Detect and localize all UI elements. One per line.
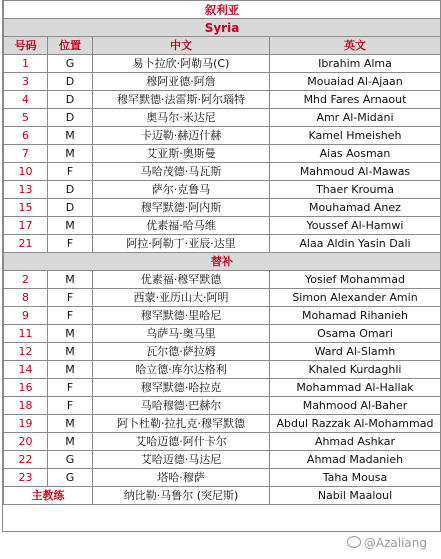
table-row xyxy=(4,199,441,217)
player-english-name: Aias Aosman xyxy=(270,145,441,163)
table-row xyxy=(4,271,441,289)
player-number: 13 xyxy=(4,181,48,199)
player-chinese-name: 优素福·穆罕默德 xyxy=(93,271,270,289)
player-number: 12 xyxy=(4,343,48,361)
player-number: 8 xyxy=(4,289,48,307)
player-number: 11 xyxy=(4,325,48,343)
player-position: M xyxy=(48,433,93,451)
table-row xyxy=(4,325,441,343)
header-position: 位置 xyxy=(48,37,93,55)
player-english-name: Ibrahim Alma xyxy=(270,55,441,73)
player-number: 6 xyxy=(4,127,48,145)
roster-body xyxy=(4,1,441,505)
player-chinese-name: 穆罕默德·法雷斯·阿尔瑙特 xyxy=(93,91,270,109)
player-chinese-name: 艾哈迈德·阿什卡尔 xyxy=(93,433,270,451)
player-chinese-name: 塔哈·穆萨 xyxy=(93,469,270,487)
player-position: F xyxy=(48,307,93,325)
player-english-name: Yosief Mohammad xyxy=(270,271,441,289)
player-chinese-name: 穆罕默德·阿内斯 xyxy=(93,199,270,217)
player-english-name: Mohammad Al-Hallak xyxy=(270,379,441,397)
player-chinese-name: 阿拉·阿勒丁·亚辰·达里 xyxy=(93,235,270,253)
coach-label: 主教练 xyxy=(4,487,93,505)
table-row xyxy=(4,73,441,91)
table-row xyxy=(4,235,441,253)
subs-label: 替补 xyxy=(4,253,441,271)
player-number: 23 xyxy=(4,469,48,487)
player-number: 20 xyxy=(4,433,48,451)
player-chinese-name: 马哈穆德·巴赫尔 xyxy=(93,397,270,415)
player-english-name: Mohamad Rihanieh xyxy=(270,307,441,325)
player-position: M xyxy=(48,271,93,289)
player-number: 3 xyxy=(4,73,48,91)
watermark xyxy=(347,536,427,550)
table-row xyxy=(4,397,441,415)
player-number: 4 xyxy=(4,91,48,109)
table-row xyxy=(4,145,441,163)
player-position: M xyxy=(48,361,93,379)
player-english-name: Alaa Aldin Yasin Dali xyxy=(270,235,441,253)
player-chinese-name: 奥马尔·米达尼 xyxy=(93,109,270,127)
player-english-name: Osama Omari xyxy=(270,325,441,343)
player-position: M xyxy=(48,325,93,343)
player-position: M xyxy=(48,145,93,163)
player-number: 5 xyxy=(4,109,48,127)
player-position: F xyxy=(48,235,93,253)
player-english-name: Ahmad Madanieh xyxy=(270,451,441,469)
weibo-icon xyxy=(347,536,361,548)
player-english-name: Ahmad Ashkar xyxy=(270,433,441,451)
watermark-text: @Azaliang xyxy=(363,536,427,550)
player-chinese-name: 哈立德·库尔达格利 xyxy=(93,361,270,379)
player-english-name: Taha Mousa xyxy=(270,469,441,487)
player-position: G xyxy=(48,469,93,487)
player-number: 2 xyxy=(4,271,48,289)
blank-area xyxy=(2,503,441,532)
player-chinese-name: 穆阿亚德·阿詹 xyxy=(93,73,270,91)
table-row xyxy=(4,55,441,73)
header-row xyxy=(4,37,441,55)
player-chinese-name: 西蒙·亚历山大·阿明 xyxy=(93,289,270,307)
team-name: Syria xyxy=(4,19,441,37)
table-row xyxy=(4,361,441,379)
player-english-name: Ward Al-Slamh xyxy=(270,343,441,361)
table-row xyxy=(4,181,441,199)
player-number: 19 xyxy=(4,415,48,433)
player-position: M xyxy=(48,415,93,433)
table-row xyxy=(4,163,441,181)
player-chinese-name: 穆罕默德·哈拉克 xyxy=(93,379,270,397)
player-position: M xyxy=(48,217,93,235)
player-number: 14 xyxy=(4,361,48,379)
player-number: 10 xyxy=(4,163,48,181)
player-chinese-name: 卡迈勒·赫迈什赫 xyxy=(93,127,270,145)
table-row xyxy=(4,289,441,307)
player-chinese-name: 乌萨马·奥马里 xyxy=(93,325,270,343)
player-english-name: Mouhamad Anez xyxy=(270,199,441,217)
player-english-name: Mahmoud Al-Mawas xyxy=(270,163,441,181)
player-position: M xyxy=(48,127,93,145)
player-chinese-name: 瓦尔德·萨拉姆 xyxy=(93,343,270,361)
table-row xyxy=(4,469,441,487)
player-position: D xyxy=(48,181,93,199)
header-number: 号码 xyxy=(4,37,48,55)
player-chinese-name: 易卜拉欣·阿勒马(C) xyxy=(93,55,270,73)
player-number: 21 xyxy=(4,235,48,253)
player-number: 7 xyxy=(4,145,48,163)
player-english-name: Mhd Fares Arnaout xyxy=(270,91,441,109)
table-row xyxy=(4,415,441,433)
player-position: D xyxy=(48,91,93,109)
table-row xyxy=(4,451,441,469)
player-position: D xyxy=(48,109,93,127)
coach-english-name: Nabil Maaloul xyxy=(270,487,441,505)
player-chinese-name: 艾哈迈德·马达尼 xyxy=(93,451,270,469)
table-row xyxy=(4,379,441,397)
player-number: 22 xyxy=(4,451,48,469)
subs-header-row xyxy=(4,253,441,271)
player-position: G xyxy=(48,451,93,469)
player-english-name: Khaled Kurdaghli xyxy=(270,361,441,379)
title-cell: 叙利亚 xyxy=(4,1,441,19)
player-english-name: Abdul Razzak Al-Mohammad xyxy=(270,415,441,433)
player-number: 9 xyxy=(4,307,48,325)
roster-table xyxy=(3,0,441,505)
player-position: F xyxy=(48,289,93,307)
coach-row xyxy=(4,487,441,505)
player-english-name: Mahmood Al-Baher xyxy=(270,397,441,415)
player-number: 17 xyxy=(4,217,48,235)
player-position: M xyxy=(48,343,93,361)
table-row xyxy=(4,127,441,145)
player-english-name: Kamel Hmeisheh xyxy=(270,127,441,145)
player-number: 15 xyxy=(4,199,48,217)
player-position: G xyxy=(48,55,93,73)
player-number: 1 xyxy=(4,55,48,73)
title-row xyxy=(4,1,441,19)
player-number: 18 xyxy=(4,397,48,415)
player-chinese-name: 马哈茂德·马瓦斯 xyxy=(93,163,270,181)
header-chinese-name: 中文 xyxy=(93,37,270,55)
player-english-name: Amr Al-Midani xyxy=(270,109,441,127)
table-row xyxy=(4,433,441,451)
player-chinese-name: 艾亚斯·奥斯曼 xyxy=(93,145,270,163)
table-row xyxy=(4,217,441,235)
player-chinese-name: 优素福·哈马维 xyxy=(93,217,270,235)
player-position: F xyxy=(48,397,93,415)
player-english-name: Mouaiad Al-Ajaan xyxy=(270,73,441,91)
coach-chinese-name: 纳比勒·马鲁尔 (突尼斯) xyxy=(93,487,270,505)
roster-sheet xyxy=(2,0,441,505)
player-position: D xyxy=(48,199,93,217)
table-row xyxy=(4,307,441,325)
player-number: 16 xyxy=(4,379,48,397)
player-chinese-name: 萨尔·克鲁马 xyxy=(93,181,270,199)
team-row xyxy=(4,19,441,37)
player-position: D xyxy=(48,73,93,91)
table-row xyxy=(4,109,441,127)
player-english-name: Simon Alexander Amin xyxy=(270,289,441,307)
player-position: F xyxy=(48,163,93,181)
table-row xyxy=(4,91,441,109)
table-row xyxy=(4,343,441,361)
player-chinese-name: 穆罕默德·里哈尼 xyxy=(93,307,270,325)
player-english-name: Youssef Al-Hamwi xyxy=(270,217,441,235)
header-english-name: 英文 xyxy=(270,37,441,55)
player-chinese-name: 阿卜杜勒·拉扎克·穆罕默德 xyxy=(93,415,270,433)
player-english-name: Thaer Krouma xyxy=(270,181,441,199)
player-position: F xyxy=(48,379,93,397)
